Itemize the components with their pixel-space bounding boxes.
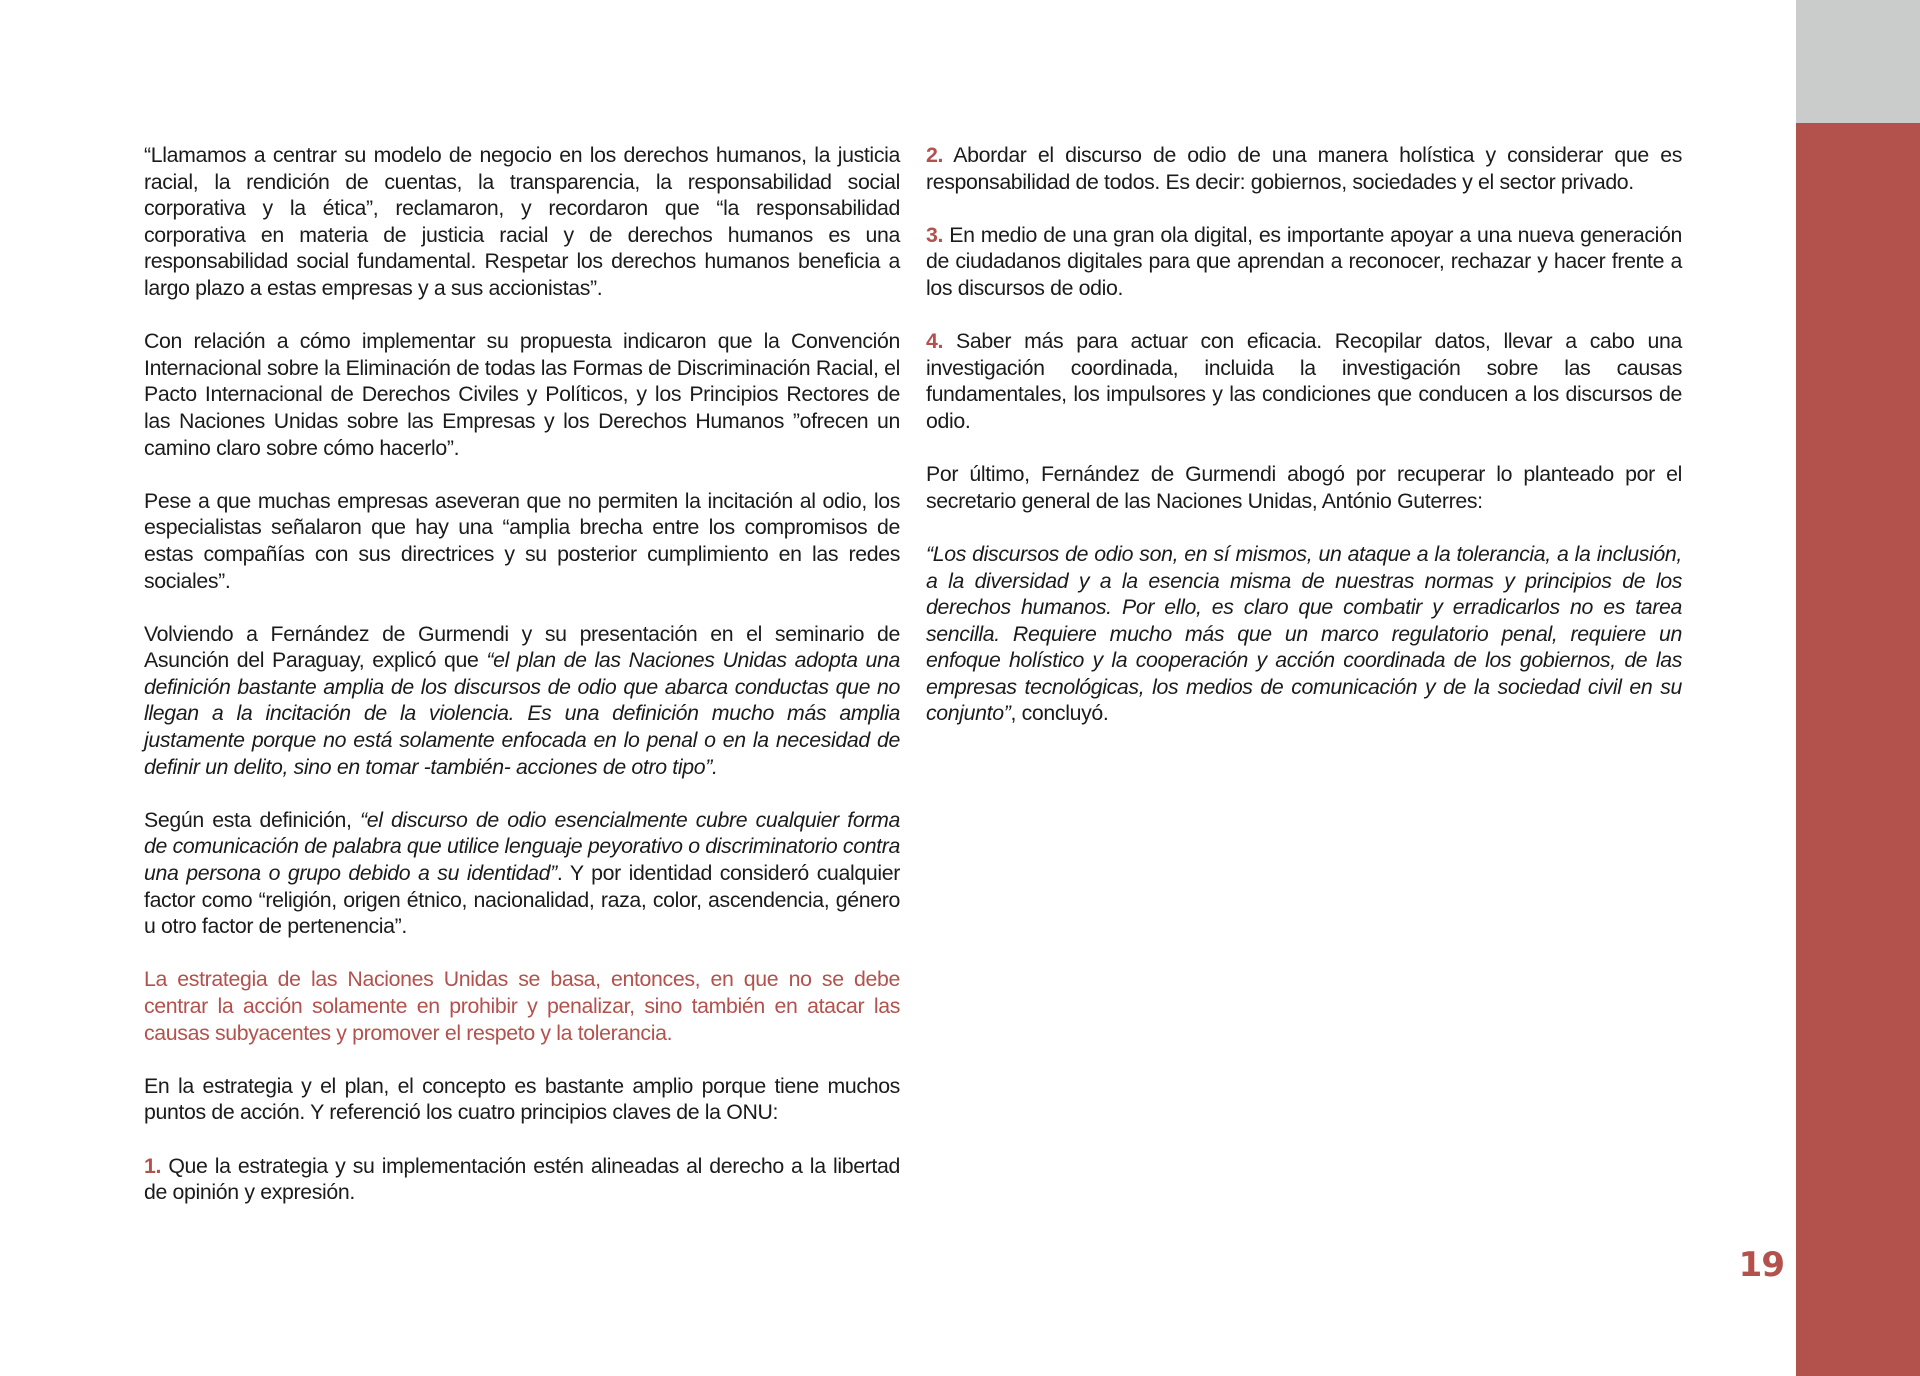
paragraph-definition-intro: Según esta definición,	[144, 807, 360, 832]
principle-text-3: En medio de una gran ola digital, es importante apoyar a una nueva generación de ciudadanos digitales para que aprendan a reconocer, rechazar y hacer frente a los discursos de odio.	[926, 222, 1682, 300]
principle-item-1	[144, 1153, 900, 1206]
principle-number-2: 2.	[926, 143, 944, 167]
principle-text-2: Abordar el discurso de odio de una manera holística y considerar que es responsabilidad de todos. Es decir: gobiernos, sociedades y el sector privado.	[926, 143, 1682, 194]
sidebar-red-block	[1796, 123, 1920, 1376]
paragraph-strategy: En la estrategia y el plan, el concepto es bastante amplio porque tiene muchos puntos de acción. Y referenció los cuatro principios claves de la ONU:	[144, 1073, 900, 1125]
sidebar-gray-block	[1796, 0, 1920, 123]
guterres-quote	[926, 541, 1682, 727]
paragraph-business-model: “Llamamos a centrar su modelo de negocio en los derechos humanos, la justicia racial, la rendición de cuentas, la transparencia, la responsabilidad social corporativa y la ética”, reclamaron, y recordaron que “la responsabilidad corporativa en materia de justicia racial y de derechos humanos es una responsabilidad social fundamental. Respetar los derechos humanos beneficia a largo plazo a estas empresas y a sus accionistas”.	[144, 143, 900, 300]
page-number: 19	[1738, 1245, 1784, 1285]
principle-text-1: Que la estrategia y su implementación estén alineadas al derecho a la libertad de opinión y expresión.	[144, 1153, 900, 1205]
paragraph-definition-quote: “el discurso de odio esencialmente cubre cualquier forma de comunicación de palabra que utilice lenguaje peyorativo o discriminatorio contra una persona o grupo debido a su identidad”	[144, 807, 900, 886]
paragraph-implementation: Con relación a cómo implementar su propuesta indicaron que la Convención Internacional sobre la Eliminación de todas las Formas de Discriminación Racial, el Pacto Internacional de Derechos Civiles y Políticos, y los Principios Rectores de las Naciones Unidas sobre las Empresas y los Derechos Humanos ”ofrecen un camino claro sobre cómo hacerlo”.	[144, 329, 900, 460]
paragraph-un-plan-intro: Volviendo a Fernández de Gurmendi y su presentación en el seminario de Asunción del Paraguay, explicó que	[144, 621, 900, 673]
principle-number-1: 1.	[144, 1153, 162, 1178]
paragraph-un-plan	[144, 621, 900, 781]
guterres-quote-text: “Los discursos de odio son, en sí mismos, un ataque a la tolerancia, a la inclusión, a la diversidad y a la esencia misma de nuestras normas y principios de los derechos humanos. Por ello, es claro que combatir y erradicarlos no es tarea sencilla. Requiere mucho más que un marco regulatorio penal, requiere un enfoque holístico y la cooperación y acción coordinada de los gobiernos, de las empresas tecnológicas, los medios de comunicación y de la sociedad civil en su conjunto”	[926, 541, 1682, 726]
principle-item-3	[926, 222, 1682, 302]
paragraph-closing-intro: Por último, Fernández de Gurmendi abogó por recuperar lo planteado por el secretario general de las Naciones Unidas, António Guterres:	[926, 462, 1682, 513]
paragraph-definition	[144, 807, 900, 940]
paragraph-definition-rest: . Y por identidad consideró cualquier factor como “religión, origen étnico, nacionalidad, raza, color, ascendencia, género u otro factor de pertenencia”.	[144, 861, 900, 939]
right-text-column	[926, 142, 1682, 754]
left-text-column	[144, 142, 900, 1232]
highlight-paragraph: La estrategia de las Naciones Unidas se basa, entonces, en que no se debe centrar la acción solamente en prohibir y penalizar, sino también en atacar las causas subyacentes y promover el respeto y la tolerancia.	[144, 967, 900, 1045]
principle-text-4: Saber más para actuar con eficacia. Recopilar datos, llevar a cabo una investigación coordinada, incluida la investigación sobre las causas fundamentales, los impulsores y las condiciones que conducen a los discursos de odio.	[926, 329, 1682, 433]
paragraph-un-plan-quote: “el plan de las Naciones Unidas adopta una definición bastante amplia de los discursos de odio que abarca conductas que no llegan a la incitación de la violencia. Es una definición mucho más amplia justamente porque no está solamente enfocada en lo penal o en la necesidad de definir un delito, sino en tomar -también- acciones de otro tipo”.	[144, 648, 900, 779]
principle-number-4: 4.	[926, 329, 944, 354]
paragraph-companies-gap: Pese a que muchas empresas aseveran que no permiten la incitación al odio, los especialistas señalaron que hay una “amplia brecha entre los compromisos de estas compañías con sus directrices y su posterior cumplimiento en las redes sociales”.	[144, 488, 900, 593]
principle-item-2	[926, 142, 1682, 195]
principle-item-4	[926, 328, 1682, 434]
guterres-quote-end: , concluyó.	[1010, 701, 1109, 726]
principle-number-3: 3.	[926, 222, 944, 247]
